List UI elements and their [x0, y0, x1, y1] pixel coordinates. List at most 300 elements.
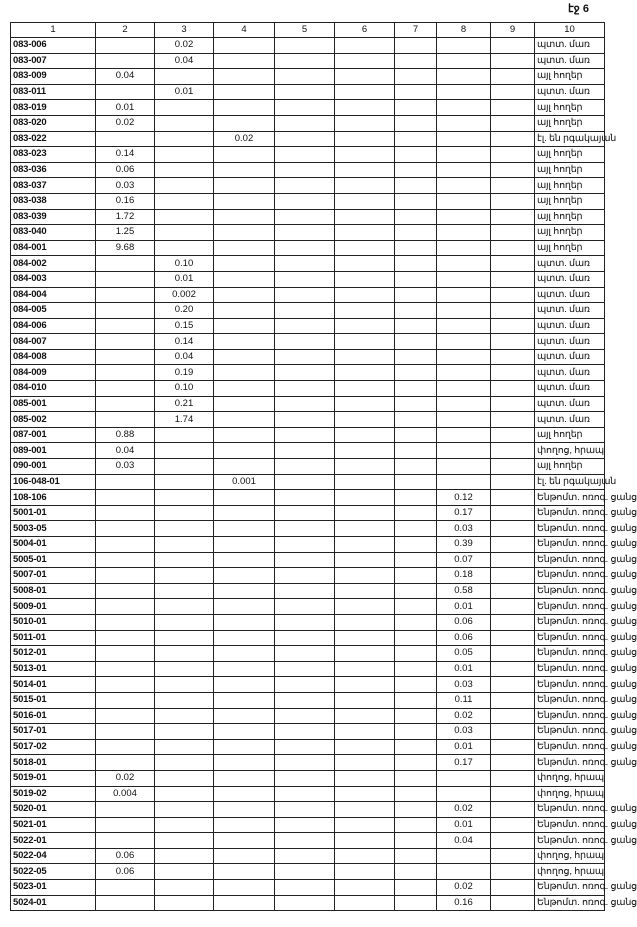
- column-8-value: 0.11: [437, 692, 491, 708]
- column-6-value: [335, 802, 395, 818]
- column-3-value: 0.10: [155, 256, 214, 272]
- column-7-value: [395, 271, 437, 287]
- land-use-description: պտտ. մառ: [535, 84, 605, 100]
- column-9-value: [491, 412, 535, 428]
- column-8-value: 0.02: [437, 802, 491, 818]
- parcel-code-cell: 083-009: [11, 69, 96, 85]
- parcel-code-cell: 089-001: [11, 443, 96, 459]
- column-5-value: [275, 240, 335, 256]
- table-row: [11, 880, 605, 896]
- column-3-value: 0.002: [155, 287, 214, 303]
- parcel-code-cell: 084-007: [11, 334, 96, 350]
- table-row: [11, 271, 605, 287]
- column-8-value: 0.03: [437, 724, 491, 740]
- land-use-description: պտտ. մառ: [535, 365, 605, 381]
- column-8-value: [437, 349, 491, 365]
- column-4-value: [214, 724, 275, 740]
- column-4-value: [214, 817, 275, 833]
- column-2-value: 0.14: [96, 147, 155, 163]
- table-row: [11, 802, 605, 818]
- column-9-value: [491, 568, 535, 584]
- column-3-value: [155, 770, 214, 786]
- column-7-value: [395, 349, 437, 365]
- column-9-value: [491, 334, 535, 350]
- parcel-code-cell: 084-002: [11, 256, 96, 272]
- table-row: [11, 817, 605, 833]
- column-8-value: 0.01: [437, 599, 491, 615]
- column-5-value: [275, 864, 335, 880]
- column-7-value: [395, 84, 437, 100]
- column-9-value: [491, 614, 535, 630]
- column-8-value: 0.05: [437, 646, 491, 662]
- column-3-value: [155, 427, 214, 443]
- column-5-value: [275, 568, 335, 584]
- column-5-value: [275, 271, 335, 287]
- column-2-value: [96, 739, 155, 755]
- column-header: 6: [335, 23, 395, 38]
- column-6-value: [335, 817, 395, 833]
- column-6-value: [335, 459, 395, 475]
- land-use-description: Ենթոմտ. ոռոգ. ցանց: [535, 755, 605, 771]
- column-3-value: [155, 724, 214, 740]
- column-2-value: [96, 661, 155, 677]
- column-7-value: [395, 459, 437, 475]
- parcel-code-cell: 5022-05: [11, 864, 96, 880]
- column-4-value: [214, 443, 275, 459]
- column-9-value: [491, 739, 535, 755]
- parcel-code-cell: 084-005: [11, 303, 96, 319]
- land-use-description: Ենթոմտ. ոռոգ. ցանց: [535, 490, 605, 506]
- column-6-value: [335, 568, 395, 584]
- column-7-value: [395, 443, 437, 459]
- column-4-value: [214, 568, 275, 584]
- column-9-value: [491, 303, 535, 319]
- column-7-value: [395, 334, 437, 350]
- land-use-description: պտտ. մառ: [535, 271, 605, 287]
- column-9-value: [491, 724, 535, 740]
- column-7-value: [395, 770, 437, 786]
- parcel-code-cell: 5022-01: [11, 833, 96, 849]
- column-9-value: [491, 38, 535, 54]
- column-7-value: [395, 365, 437, 381]
- column-3-value: [155, 677, 214, 693]
- column-4-value: [214, 147, 275, 163]
- column-5-value: [275, 739, 335, 755]
- column-9-value: [491, 178, 535, 194]
- column-4-value: [214, 755, 275, 771]
- column-2-value: [96, 396, 155, 412]
- column-5-value: [275, 770, 335, 786]
- column-6-value: [335, 131, 395, 147]
- column-6-value: [335, 864, 395, 880]
- column-4-value: [214, 583, 275, 599]
- column-5-value: [275, 708, 335, 724]
- column-7-value: [395, 427, 437, 443]
- column-5-value: [275, 412, 335, 428]
- parcel-code-cell: 5018-01: [11, 755, 96, 771]
- table-row: [11, 614, 605, 630]
- column-7-value: [395, 692, 437, 708]
- table-row: [11, 396, 605, 412]
- column-2-value: [96, 474, 155, 490]
- land-use-description: փողոց, հրապ: [535, 786, 605, 802]
- column-header: 4: [214, 23, 275, 38]
- table-row: [11, 147, 605, 163]
- parcel-code-cell: 5014-01: [11, 677, 96, 693]
- parcel-code-cell: 083-007: [11, 53, 96, 69]
- column-6-value: [335, 115, 395, 131]
- parcel-code-cell: 5020-01: [11, 802, 96, 818]
- table-row: [11, 521, 605, 537]
- column-5-value: [275, 396, 335, 412]
- column-9-value: [491, 225, 535, 241]
- column-2-value: 0.04: [96, 443, 155, 459]
- column-4-value: [214, 505, 275, 521]
- column-9-value: [491, 53, 535, 69]
- land-use-description: Ենթոմտ. ոռոգ. ցանց: [535, 537, 605, 553]
- column-5-value: [275, 147, 335, 163]
- column-7-value: [395, 256, 437, 272]
- table-row: [11, 864, 605, 880]
- column-5-value: [275, 131, 335, 147]
- column-4-value: [214, 287, 275, 303]
- column-6-value: [335, 848, 395, 864]
- column-8-value: [437, 427, 491, 443]
- column-8-value: 0.06: [437, 614, 491, 630]
- column-7-value: [395, 225, 437, 241]
- column-9-value: [491, 708, 535, 724]
- land-use-description: Ենթոմտ. ոռոգ. ցանց: [535, 677, 605, 693]
- parcel-code-cell: 5001-01: [11, 505, 96, 521]
- column-7-value: [395, 115, 437, 131]
- table-row: [11, 443, 605, 459]
- land-use-description: Ենթոմտ. ոռոգ. ցանց: [535, 646, 605, 662]
- column-7-value: [395, 240, 437, 256]
- column-2-value: 0.06: [96, 848, 155, 864]
- column-3-value: [155, 131, 214, 147]
- column-3-value: 0.04: [155, 349, 214, 365]
- column-2-value: [96, 724, 155, 740]
- parcel-code-cell: 5023-01: [11, 880, 96, 896]
- land-use-description: Ենթոմտ. ոռոգ. ցանց: [535, 552, 605, 568]
- header-row: [11, 23, 605, 38]
- column-3-value: [155, 474, 214, 490]
- column-5-value: [275, 162, 335, 178]
- column-4-value: [214, 84, 275, 100]
- column-2-value: [96, 271, 155, 287]
- column-3-value: [155, 568, 214, 584]
- land-use-description: Ենթոմտ. ոռոգ. ցանց: [535, 599, 605, 615]
- column-5-value: [275, 817, 335, 833]
- column-6-value: [335, 755, 395, 771]
- column-8-value: [437, 38, 491, 54]
- column-7-value: [395, 131, 437, 147]
- land-use-description: այլ հողեր: [535, 69, 605, 85]
- column-5-value: [275, 630, 335, 646]
- column-4-value: [214, 365, 275, 381]
- table-row: [11, 84, 605, 100]
- column-8-value: [437, 209, 491, 225]
- column-header: 9: [491, 23, 535, 38]
- table-row: [11, 115, 605, 131]
- column-5-value: [275, 178, 335, 194]
- parcel-code-cell: 084-010: [11, 381, 96, 397]
- column-8-value: 0.02: [437, 880, 491, 896]
- column-7-value: [395, 599, 437, 615]
- column-5-value: [275, 755, 335, 771]
- column-6-value: [335, 412, 395, 428]
- parcel-code-cell: 5012-01: [11, 646, 96, 662]
- column-6-value: [335, 69, 395, 85]
- table-row: [11, 318, 605, 334]
- column-7-value: [395, 162, 437, 178]
- column-6-value: [335, 396, 395, 412]
- column-2-value: [96, 38, 155, 54]
- column-9-value: [491, 427, 535, 443]
- table-row: [11, 630, 605, 646]
- land-use-description: պտտ. մառ: [535, 303, 605, 319]
- column-2-value: [96, 646, 155, 662]
- column-3-value: 0.21: [155, 396, 214, 412]
- column-9-value: [491, 193, 535, 209]
- column-2-value: [96, 708, 155, 724]
- table-row: [11, 708, 605, 724]
- column-6-value: [335, 880, 395, 896]
- table-row: [11, 568, 605, 584]
- column-2-value: [96, 521, 155, 537]
- column-4-value: [214, 880, 275, 896]
- column-3-value: [155, 443, 214, 459]
- column-5-value: [275, 53, 335, 69]
- column-9-value: [491, 661, 535, 677]
- column-6-value: [335, 739, 395, 755]
- land-use-description: Ենթոմտ. ոռոգ. ցանց: [535, 505, 605, 521]
- column-7-value: [395, 661, 437, 677]
- column-4-value: [214, 100, 275, 116]
- column-8-value: [437, 318, 491, 334]
- column-6-value: [335, 349, 395, 365]
- land-use-description: Ենթոմտ. ոռոգ. ցանց: [535, 630, 605, 646]
- table-row: [11, 848, 605, 864]
- column-5-value: [275, 365, 335, 381]
- column-9-value: [491, 69, 535, 85]
- column-5-value: [275, 490, 335, 506]
- column-5-value: [275, 786, 335, 802]
- table-row: [11, 755, 605, 771]
- column-5-value: [275, 677, 335, 693]
- column-4-value: [214, 318, 275, 334]
- land-use-description: այլ հողեր: [535, 162, 605, 178]
- table-row: [11, 334, 605, 350]
- parcel-code-cell: 084-009: [11, 365, 96, 381]
- column-9-value: [491, 256, 535, 272]
- column-6-value: [335, 708, 395, 724]
- parcel-code-cell: 5019-01: [11, 770, 96, 786]
- column-5-value: [275, 505, 335, 521]
- column-2-value: 0.03: [96, 178, 155, 194]
- column-4-value: [214, 770, 275, 786]
- column-8-value: [437, 848, 491, 864]
- column-3-value: [155, 178, 214, 194]
- column-header: 8: [437, 23, 491, 38]
- column-4-value: [214, 349, 275, 365]
- column-2-value: 9.68: [96, 240, 155, 256]
- parcel-code-cell: 5015-01: [11, 692, 96, 708]
- table-row: [11, 303, 605, 319]
- column-7-value: [395, 69, 437, 85]
- column-4-value: [214, 178, 275, 194]
- parcel-code-cell: 085-002: [11, 412, 96, 428]
- land-use-description: այլ հողեր: [535, 147, 605, 163]
- column-4-value: [214, 271, 275, 287]
- parcel-code-cell: 084-001: [11, 240, 96, 256]
- column-7-value: [395, 552, 437, 568]
- column-3-value: [155, 646, 214, 662]
- column-8-value: [437, 271, 491, 287]
- column-9-value: [491, 599, 535, 615]
- column-4-value: [214, 240, 275, 256]
- column-3-value: 0.20: [155, 303, 214, 319]
- table-row: [11, 770, 605, 786]
- parcel-code-cell: 5003-05: [11, 521, 96, 537]
- column-9-value: [491, 755, 535, 771]
- column-4-value: [214, 396, 275, 412]
- column-9-value: [491, 147, 535, 163]
- column-7-value: [395, 412, 437, 428]
- column-6-value: [335, 583, 395, 599]
- column-8-value: [437, 365, 491, 381]
- column-6-value: [335, 614, 395, 630]
- column-2-value: 0.004: [96, 786, 155, 802]
- land-use-description: Ենթոմտ. ոռոգ. ցանց: [535, 568, 605, 584]
- column-4-value: [214, 256, 275, 272]
- column-6-value: [335, 661, 395, 677]
- column-6-value: [335, 505, 395, 521]
- column-9-value: [491, 396, 535, 412]
- column-7-value: [395, 848, 437, 864]
- column-7-value: [395, 614, 437, 630]
- column-5-value: [275, 646, 335, 662]
- column-2-value: [96, 334, 155, 350]
- column-header: 7: [395, 23, 437, 38]
- land-use-description: փողոց, հրապ: [535, 443, 605, 459]
- column-6-value: [335, 646, 395, 662]
- column-7-value: [395, 147, 437, 163]
- land-use-description: էլ. են րգակայան: [535, 131, 605, 147]
- column-6-value: [335, 271, 395, 287]
- parcel-code-cell: 090-001: [11, 459, 96, 475]
- column-3-value: [155, 459, 214, 475]
- column-7-value: [395, 864, 437, 880]
- column-9-value: [491, 162, 535, 178]
- column-8-value: [437, 115, 491, 131]
- table-row: [11, 256, 605, 272]
- column-2-value: [96, 692, 155, 708]
- land-use-description: այլ հողեր: [535, 225, 605, 241]
- column-2-value: [96, 131, 155, 147]
- column-8-value: [437, 240, 491, 256]
- parcel-code-cell: 083-037: [11, 178, 96, 194]
- land-use-description: պտտ. մառ: [535, 256, 605, 272]
- column-5-value: [275, 583, 335, 599]
- column-9-value: [491, 848, 535, 864]
- column-9-value: [491, 443, 535, 459]
- column-3-value: [155, 880, 214, 896]
- column-4-value: [214, 599, 275, 615]
- column-6-value: [335, 381, 395, 397]
- column-6-value: [335, 178, 395, 194]
- column-4-value: [214, 630, 275, 646]
- column-6-value: [335, 240, 395, 256]
- land-use-description: այլ հողեր: [535, 427, 605, 443]
- column-2-value: 1.25: [96, 225, 155, 241]
- land-use-description: Ենթոմտ. ոռոգ. ցանց: [535, 739, 605, 755]
- parcel-code-cell: 083-036: [11, 162, 96, 178]
- column-6-value: [335, 770, 395, 786]
- column-2-value: 1.72: [96, 209, 155, 225]
- column-2-value: 0.06: [96, 162, 155, 178]
- column-6-value: [335, 537, 395, 553]
- column-4-value: [214, 552, 275, 568]
- column-2-value: [96, 833, 155, 849]
- land-use-description: Ենթոմտ. ոռոգ. ցանց: [535, 661, 605, 677]
- column-7-value: [395, 53, 437, 69]
- column-8-value: [437, 412, 491, 428]
- column-3-value: 0.15: [155, 318, 214, 334]
- column-7-value: [395, 193, 437, 209]
- column-6-value: [335, 365, 395, 381]
- column-3-value: [155, 739, 214, 755]
- column-header: 1: [11, 23, 96, 38]
- column-8-value: [437, 193, 491, 209]
- table-row: [11, 365, 605, 381]
- column-7-value: [395, 880, 437, 896]
- column-6-value: [335, 490, 395, 506]
- column-8-value: [437, 287, 491, 303]
- land-use-description: պտտ. մառ: [535, 412, 605, 428]
- column-9-value: [491, 833, 535, 849]
- column-3-value: [155, 755, 214, 771]
- column-8-value: 0.12: [437, 490, 491, 506]
- column-5-value: [275, 69, 335, 85]
- parcel-code-cell: 108-106: [11, 490, 96, 506]
- column-8-value: 0.03: [437, 521, 491, 537]
- column-4-value: [214, 162, 275, 178]
- parcel-code-cell: 083-011: [11, 84, 96, 100]
- column-2-value: 0.06: [96, 864, 155, 880]
- parcel-code-cell: 5013-01: [11, 661, 96, 677]
- land-use-description: այլ հողեր: [535, 115, 605, 131]
- column-2-value: [96, 802, 155, 818]
- column-2-value: [96, 614, 155, 630]
- column-4-value: [214, 708, 275, 724]
- column-7-value: [395, 100, 437, 116]
- column-9-value: [491, 677, 535, 693]
- column-3-value: [155, 193, 214, 209]
- parcel-code-cell: 084-006: [11, 318, 96, 334]
- column-7-value: [395, 739, 437, 755]
- column-7-value: [395, 396, 437, 412]
- column-7-value: [395, 895, 437, 911]
- column-9-value: [491, 115, 535, 131]
- column-8-value: 0.07: [437, 552, 491, 568]
- column-2-value: [96, 318, 155, 334]
- parcel-code-cell: 5022-04: [11, 848, 96, 864]
- parcel-code-cell: 5019-02: [11, 786, 96, 802]
- column-8-value: 0.01: [437, 661, 491, 677]
- column-9-value: [491, 786, 535, 802]
- column-8-value: [437, 162, 491, 178]
